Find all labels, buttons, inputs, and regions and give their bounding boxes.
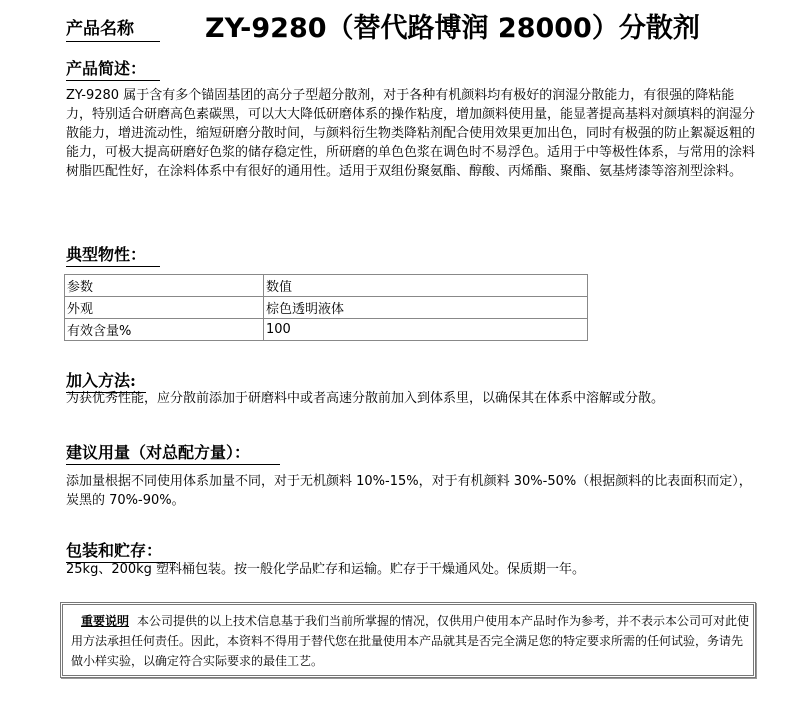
- method-heading: 加入方法:: [66, 368, 146, 393]
- table-row: [65, 275, 588, 297]
- description-heading: 产品简述：: [66, 56, 160, 81]
- notice-text: 本公司提供的以上技术信息基于我们当前所掌握的情况，仅供用户使用本产品时作为参考，并不表示本公司可对此使用方法承担任何责任。因此，本资料不得用于替代您在批量使用本产品就其是否完全满足您的特定要求所需的任何试验，务请先做小样实验，以确定符合实际要求的最佳工艺。: [71, 614, 750, 668]
- description-text: ZY-9280 属于含有多个锚固基团的高分子型超分散剂，对于各种有机颜料均有极好的润湿分散能力，有很强的降粘能力，特别适合研磨高色素碳黑，可以大大降低研磨体系的操作粘度，增加颜料使用量，能显著提高基料对颜填料的润湿分散能力，增进流动性，缩短研磨分散时间，与颜料衍生物类降粘剂配合使用效果更加出色，同时有极强的防止絮凝返粗的能力，可极大提高研磨好色浆的储存稳定性，所研磨的单色色浆在调色时不易浮色。适用于中等极性体系，与常用的涂料树脂匹配性好，在涂料体系中有很好的通用性。适用于双组份聚氨酯、醇酸、丙烯酯、聚酯、氨基烤漆等溶剂型涂料。: [66, 88, 756, 179]
- packaging-text: 25kg、200kg 塑料桶包装。按一般化学品贮存和运输。贮存于干燥通风处。保质期一年。: [66, 562, 586, 577]
- table-cell: 100: [264, 319, 588, 341]
- table-cell: 参数: [65, 275, 264, 297]
- method-text: 为获优秀性能，应分散前添加于研磨料中或者高速分散前加入到体系里，以确保其在体系中溶解或分散。: [66, 391, 665, 406]
- notice-label: 重要说明: [81, 614, 130, 628]
- table-cell: 外观: [65, 297, 264, 319]
- packaging-heading: 包装和贮存：: [66, 538, 176, 563]
- properties-heading: 典型物性：: [66, 242, 160, 267]
- dosage-text: 添加量根据不同使用体系加量不同，对于无机颜料 10%-15%，对于有机颜料 30%-50%（根据颜料的比表面积而定），炭黑的 70%-90%。: [66, 474, 752, 508]
- table-cell: 数值: [264, 275, 588, 297]
- dosage-heading: 建议用量（对总配方量）：: [66, 440, 280, 465]
- table-row: [65, 297, 588, 319]
- table-cell: 有效含量%: [65, 319, 264, 341]
- product-title: ZY-9280（替代路博润 28000）分散剂: [205, 13, 700, 44]
- properties-table: [64, 274, 588, 341]
- notice-box: [60, 602, 756, 678]
- table-cell: 棕色透明液体: [264, 297, 588, 319]
- table-row: [65, 319, 588, 341]
- product-name-label: 产品名称: [66, 14, 160, 42]
